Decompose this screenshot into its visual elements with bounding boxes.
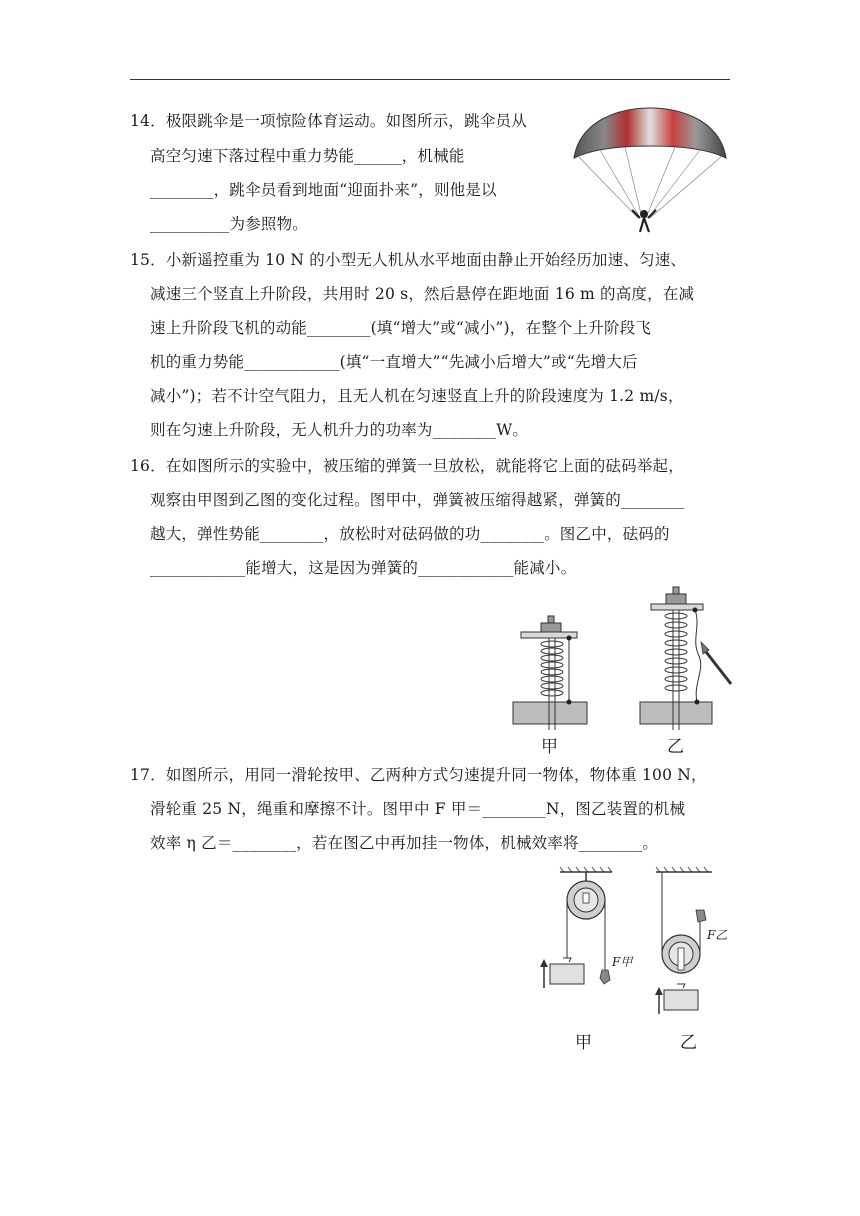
spring-yi-diagram [640, 587, 731, 730]
pulley-jia-diagram [540, 867, 612, 988]
q17-line-2: 滑轮重 25 N，绳重和摩擦不计。图甲中 F 甲＝________N，图乙装置的机械 [150, 800, 686, 818]
q16-line-1: 16．在如图所示的实验中，被压缩的弹簧一旦放松，就能将它上面的砝码举起， [130, 457, 684, 475]
force-label-jia: F甲 [612, 955, 633, 969]
force-label-yi: F乙 [707, 928, 728, 942]
header-rule [130, 79, 730, 80]
spring-jia-diagram [513, 616, 587, 730]
pulley-yi-diagram [655, 867, 712, 1014]
q16-line-2: 观察由甲图到乙图的变化过程。图甲中，弹簧被压缩得越紧，弹簧的________ [150, 491, 685, 509]
pulley-caption-yi: 乙 [680, 1033, 697, 1053]
spring-caption-jia: 甲 [541, 737, 558, 757]
q14-line-1: 14．极限跳伞是一项惊险体育运动。如图所示，跳伞员从 [130, 112, 527, 130]
q15-line-5: 减小”)；若不计空气阻力，且无人机在匀速竖直上升的阶段速度为 1.2 m/s， [150, 387, 684, 405]
pulley-figure [538, 866, 738, 1030]
spring-figure [505, 580, 735, 732]
pulley-caption-jia: 甲 [575, 1033, 592, 1053]
q14-line-4: __________为参照物。 [150, 215, 309, 233]
q16-line-3: 越大，弹性势能________，放松时对砝码做的功________。图乙中，砝码的 [150, 525, 670, 543]
q14-line-3: ________，跳伞员看到地面“迎面扑来”，则他是以 [150, 181, 497, 199]
q15-line-3: 速上升阶段飞机的动能________(填“增大”或“减小”)，在整个上升阶段飞 [150, 319, 652, 337]
q15-line-1: 15．小新遥控重为 10 N 的小型无人机从水平地面由静止开始经历加速、匀速、 [130, 251, 687, 269]
q16-line-4: ____________能增大，这是因为弹簧的____________能减小。 [150, 559, 577, 577]
q15-line-2: 减速三个竖直上升阶段，共用时 20 s，然后悬停在距地面 16 m 的高度，在减 [150, 285, 695, 303]
q17-line-1: 17．如图所示，用同一滑轮按甲、乙两种方式匀速提升同一物体，物体重 100 N， [130, 766, 707, 784]
q15-line-6: 则在匀速上升阶段，无人机升力的功率为________W。 [150, 421, 529, 439]
q15-line-4: 机的重力势能____________(填“一直增大”“先减小后增大”或“先增大后 [150, 353, 638, 371]
spring-caption-yi: 乙 [667, 737, 684, 757]
parachute-image [570, 106, 730, 236]
q14-line-2: 高空匀速下落过程中重力势能______，机械能 [150, 147, 465, 165]
q17-line-3: 效率 η 乙＝________，若在图乙中再加挂一物体，机械效率将________。 [150, 834, 659, 852]
